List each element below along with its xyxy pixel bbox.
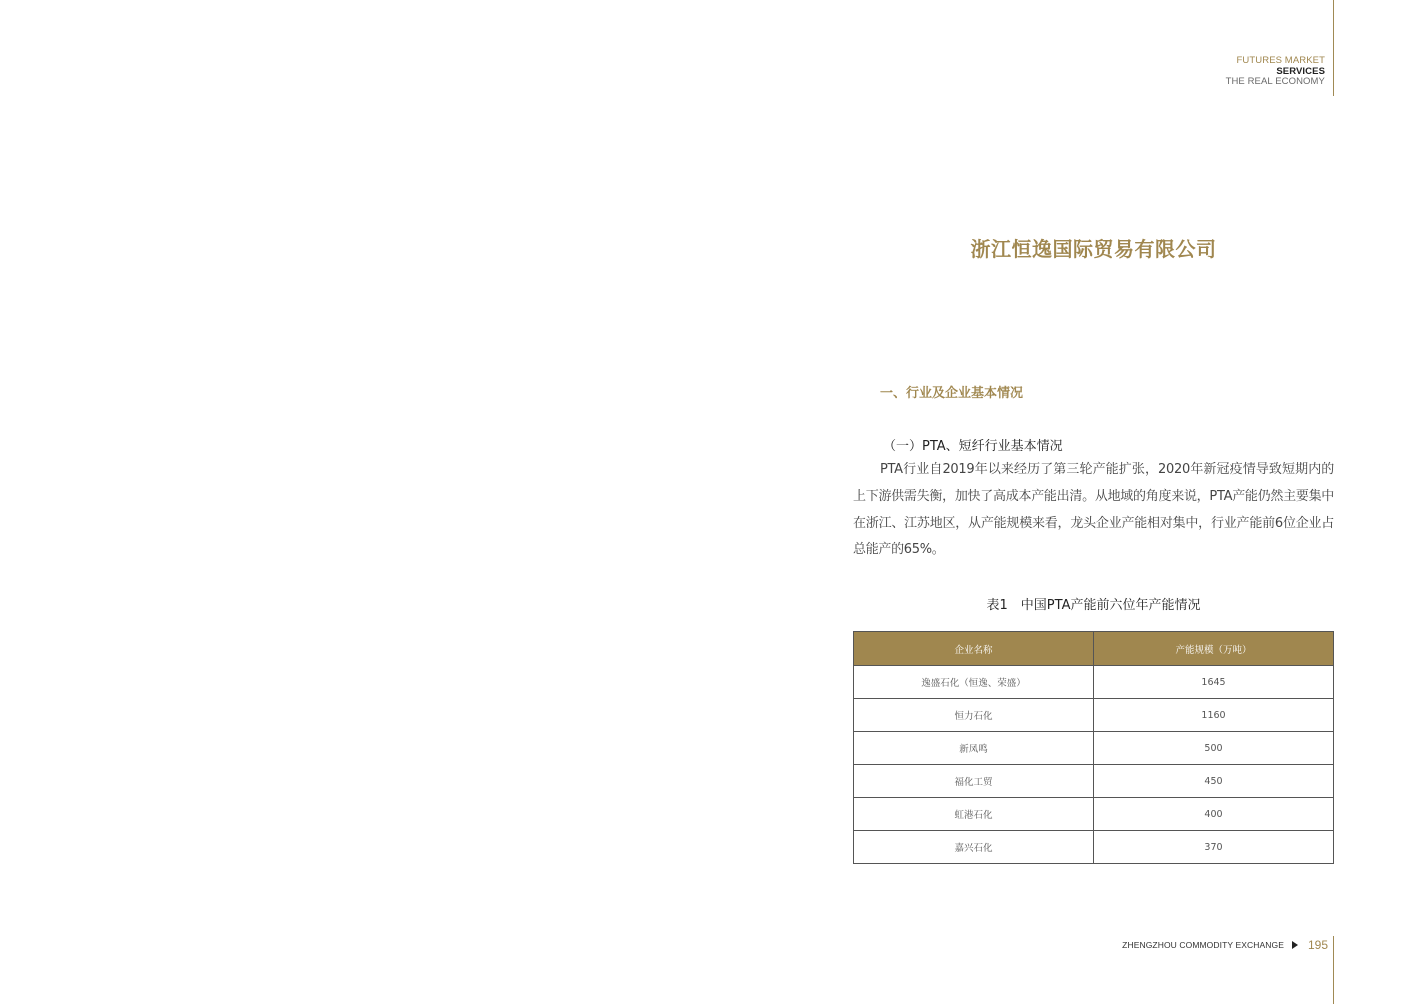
company-cell: 新凤鸣 [854, 732, 1094, 765]
capacity-cell: 400 [1094, 798, 1334, 831]
column-header-capacity: 产能规模（万吨） [1094, 632, 1334, 666]
table-row [854, 732, 1334, 765]
company-cell: 逸盛石化（恒逸、荣盛） [854, 666, 1094, 699]
company-cell: 嘉兴石化 [854, 831, 1094, 864]
section-heading: 一、行业及企业基本情况 [880, 386, 1024, 401]
bottom-accent-rule [1333, 936, 1334, 1004]
top-accent-rule [1333, 0, 1334, 96]
running-header [1226, 56, 1325, 88]
header-line-2: SERVICES [1276, 65, 1325, 77]
capacity-cell: 500 [1094, 732, 1334, 765]
table-row [854, 765, 1334, 798]
footer-publisher: ZHENGZHOU COMMODITY EXCHANGE [1122, 940, 1284, 950]
body-paragraph: PTA行业自2019年以来经历了第三轮产能扩张，2020年新冠疫情导致短期内的上下游供需失衡，加快了高成本产能出清。从地域的角度来说，PTA产能仍然主要集中在浙江、江苏地区，从产能规模来看，龙头企业产能相对集中，行业产能前6位企业占总能产的65%。 [853, 462, 1334, 558]
running-footer [1122, 938, 1328, 952]
table-caption: 表1 中国PTA产能前六位年产能情况 [986, 598, 1201, 613]
table-row [854, 798, 1334, 831]
capacity-cell: 1160 [1094, 699, 1334, 732]
column-header-company: 企业名称 [854, 632, 1094, 666]
table-row [854, 831, 1334, 864]
capacity-cell: 370 [1094, 831, 1334, 864]
sub-heading: （一）PTA、短纤行业基本情况 [883, 439, 1063, 454]
page-title: 浙江恒逸国际贸易有限公司 [970, 237, 1217, 261]
table-row [854, 699, 1334, 732]
capacity-cell: 1645 [1094, 666, 1334, 699]
company-cell: 虹港石化 [854, 798, 1094, 831]
header-line-1: FUTURES MARKET [1236, 55, 1325, 66]
capacity-table [853, 631, 1334, 864]
company-cell: 福化工贸 [854, 765, 1094, 798]
header-line-3: THE REAL ECONOMY [1225, 76, 1325, 87]
table-row [854, 666, 1334, 699]
page-number: 195 [1307, 938, 1328, 952]
capacity-cell: 450 [1094, 765, 1334, 798]
company-cell: 恒力石化 [854, 699, 1094, 732]
play-arrow-icon [1292, 941, 1298, 949]
table-header-row [854, 632, 1334, 666]
